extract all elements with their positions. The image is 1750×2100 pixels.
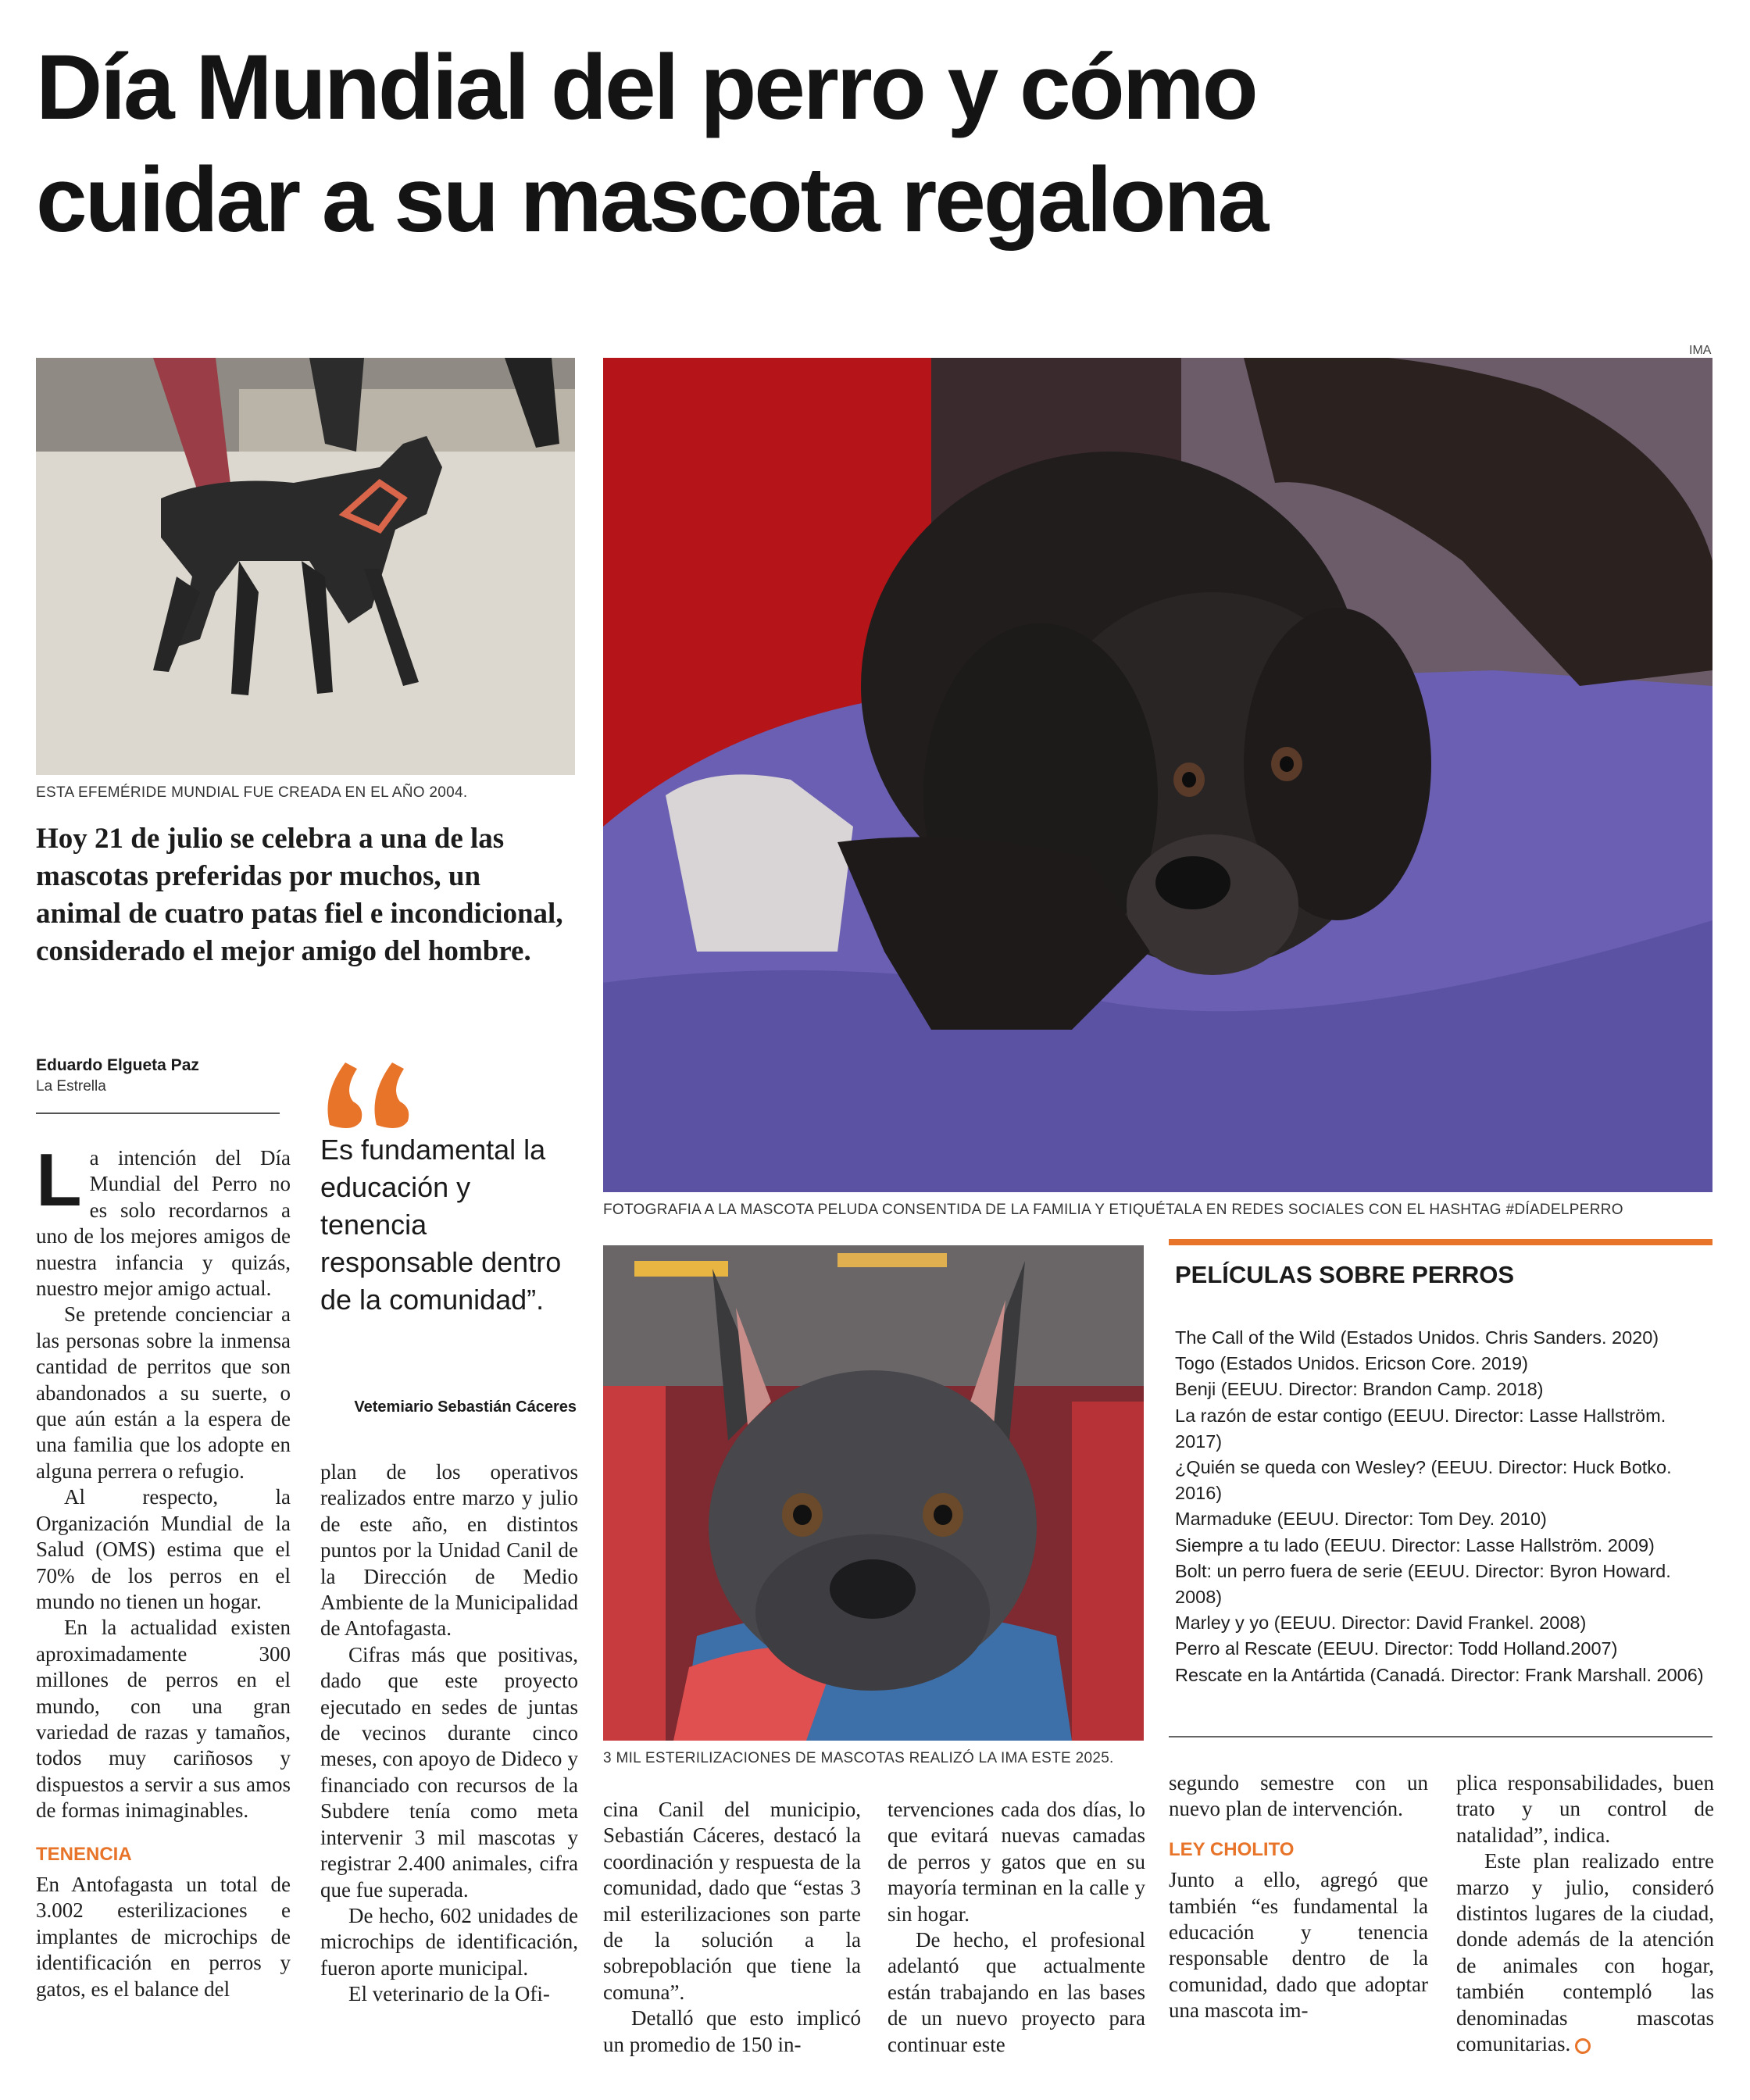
col4-paragraph-2: De hecho, el profesional adelantó que actualmente están trabajando en las bases de un nuevo proyecto para continuar este: [888, 1928, 1145, 2056]
col4-paragraph-1: tervenciones cada dos días, lo que evitará nuevas camadas de perros y gatos que en su mayoría terminan en la calle y sin hogar.: [888, 1798, 1145, 1926]
film-item: Bolt: un perro fuera de serie (EEUU. Director: Byron Howard. 2008): [1175, 1560, 1671, 1608]
col2-paragraph-2: Cifras más que positivas, dado que este proyecto ejecutado en sedes de juntas de vecinos durante cinco meses, con apoyo de Dideco y financiado con recursos de la Subdere tenía como meta intervenir 3 mil mascotas y registrar 2.400 animales, cifra que fue superada.: [320, 1642, 578, 1902]
body-column-2: [320, 1459, 578, 2008]
film-item: Togo (Estados Unidos. Ericson Core. 2019): [1175, 1353, 1528, 1374]
col6-paragraph-2: [1456, 1848, 1714, 2057]
dropcap: L: [36, 1138, 82, 1222]
quote-mark-icon: [322, 1047, 416, 1133]
film-item: Marley y yo (EEUU. Director: David Frankel. 2008): [1175, 1612, 1587, 1634]
lede-paragraph: Hoy 21 de julio se celebra a una de las mascotas preferidas por muchos, un animal de cuatro patas fiel e incondicional, considerado el mejor amigo del hombre.: [36, 823, 563, 967]
pull-quote-author: Vetemiario Sebastián Cáceres: [354, 1398, 577, 1416]
film-item: Rescate en la Antártida (Canadá. Director: Frank Marshall. 2006): [1175, 1664, 1704, 1685]
col3-paragraph-2: Detalló que esto implicó un promedio de 150 in-: [603, 2006, 861, 2056]
photo-french-bulldog: [603, 1245, 1144, 1741]
film-item: La razón de estar contigo (EEUU. Director: Lasse Hallström. 2017): [1175, 1405, 1666, 1452]
photo-curly-dog-hug: [603, 358, 1712, 1192]
col2-paragraph-1: plan de los operativos realizados entre marzo y julio de este año, en distintos puntos por la Unidad Canil de la Dirección de Medio Ambiente de la Municipalidad de Antofagasta.: [320, 1460, 578, 1641]
body-column-5: [1169, 1770, 1428, 2024]
headline-line-2: cuidar a su mascota regalona: [36, 148, 1267, 252]
photo-caption-top: ESTA EFEMÉRIDE MUNDIAL FUE CREADA EN EL AÑO 2004.: [36, 784, 468, 801]
photo-credit: IMA: [1689, 344, 1712, 357]
headline: [36, 31, 1723, 256]
col5-paragraph-2: Junto a ello, agregó que también “es fundamental la educación y tenencia responsable dentro de la comunidad, dado que adoptar una mascota im-: [1169, 1868, 1428, 2023]
body-column-1: [36, 1138, 291, 2002]
sidebar-accent-rule: [1169, 1239, 1712, 1245]
end-mark-icon: [1575, 2038, 1591, 2054]
subhead-ley-cholito: LEY CHOLITO: [1169, 1838, 1295, 1860]
col1-paragraph-5: En Antofagasta un total de 3.002 esterilizaciones e implantes de microchips de identificación en perros y gatos, es el balance del: [36, 1872, 291, 2001]
subhead-tenencia: TENENCIA: [36, 1843, 132, 1865]
film-item: The Call of the Wild (Estados Unidos. Chris Sanders. 2020): [1175, 1327, 1659, 1348]
film-item: Marmaduke (EEUU. Director: Tom Dey. 2010): [1175, 1509, 1547, 1530]
headline-line-1: Día Mundial del perro y cómo: [36, 36, 1256, 139]
sidebar-bottom-rule: [1169, 1736, 1712, 1738]
col3-paragraph-1: cina Canil del municipio, Sebastián Cáceres, destacó la coordinación y respuesta de la comunidad, dado que “estas 3 mil esterilizaciones son parte de la solución a la sobrepoblación que tiene la comuna”.: [603, 1798, 861, 2004]
col6-paragraph-2-text: Este plan realizado entre marzo y julio, consideró distintos lugares de la ciudad, donde además de la atención de animales con hogar, también contempló las denominadas mascotas comunitarias.: [1456, 1849, 1714, 2056]
col1-paragraph-4: En la actualidad existen aproximadamente 300 millones de perros en el mundo, con una gran variedad de razas y tamaños, todos muy cariñosos y dispuestos a servir a sus amos de formas inimaginables.: [36, 1616, 291, 1823]
pull-quote-text: Es fundamental la educación y tenencia responsable dentro de la comunidad”.: [320, 1134, 562, 1316]
col1-paragraph-2: Se pretende concienciar a las personas sobre la inmensa cantidad de perritos que son abandonados a su suerte, o que aún están a la espera de una familia que los adopte en alguna perrera o refugio.: [36, 1302, 291, 1483]
col6-paragraph-1: plica responsabilidades, buen trato y un control de natalidad”, indica.: [1456, 1771, 1714, 1847]
body-column-4: [888, 1797, 1145, 2058]
body-column-6: [1456, 1770, 1714, 2057]
film-item: Benji (EEUU. Director: Brandon Camp. 2018): [1175, 1379, 1544, 1400]
col2-paragraph-3: De hecho, 602 unidades de microchips de identificación, fueron aporte municipal.: [320, 1903, 578, 1980]
film-item: Siempre a tu lado (EEUU. Director: Lasse Hallström. 2009): [1175, 1534, 1655, 1555]
photo-black-dog-leash: [36, 358, 575, 775]
film-item: ¿Quién se queda con Wesley? (EEUU. Director: Huck Botko. 2016): [1175, 1457, 1672, 1504]
photo-caption-large: FOTOGRAFIA A LA MASCOTA PELUDA CONSENTIDA DE LA FAMILIA Y ETIQUÉTALA EN REDES SOCIALES CON EL HASHTAG #DÍADELPERRO: [603, 1202, 1623, 1218]
col2-paragraph-4: El veterinario de la Ofi-: [348, 1982, 550, 2006]
film-item: Perro al Rescate (EEUU. Director: Todd Holland.2007): [1175, 1638, 1618, 1659]
byline: [36, 1056, 286, 1095]
body-column-3: [603, 1797, 861, 2058]
sidebar-title: PELÍCULAS SOBRE PERROS: [1175, 1261, 1515, 1288]
author-publication: La Estrella: [36, 1078, 106, 1095]
col1-paragraph-3: Al respecto, la Organización Mundial de la Salud (OMS) estima que el 70% de los perros en el mundo no tienen un hogar.: [36, 1485, 291, 1613]
author-name: Eduardo Elgueta Paz: [36, 1056, 199, 1074]
col1-paragraph-1: a intención del Día Mundial del Perro no es solo recordarnos a uno de los mejores amigos de nuestra infancia y quizás, nuestro mejor amigo actual.: [36, 1146, 291, 1301]
col5-paragraph-1: segundo semestre con un nuevo plan de intervención.: [1169, 1771, 1428, 1821]
byline-divider: [36, 1112, 280, 1114]
film-list: [1175, 1325, 1714, 1688]
photo-caption-bulldog: 3 MIL ESTERILIZACIONES DE MASCOTAS REALIZÓ LA IMA ESTE 2025.: [603, 1750, 1114, 1766]
